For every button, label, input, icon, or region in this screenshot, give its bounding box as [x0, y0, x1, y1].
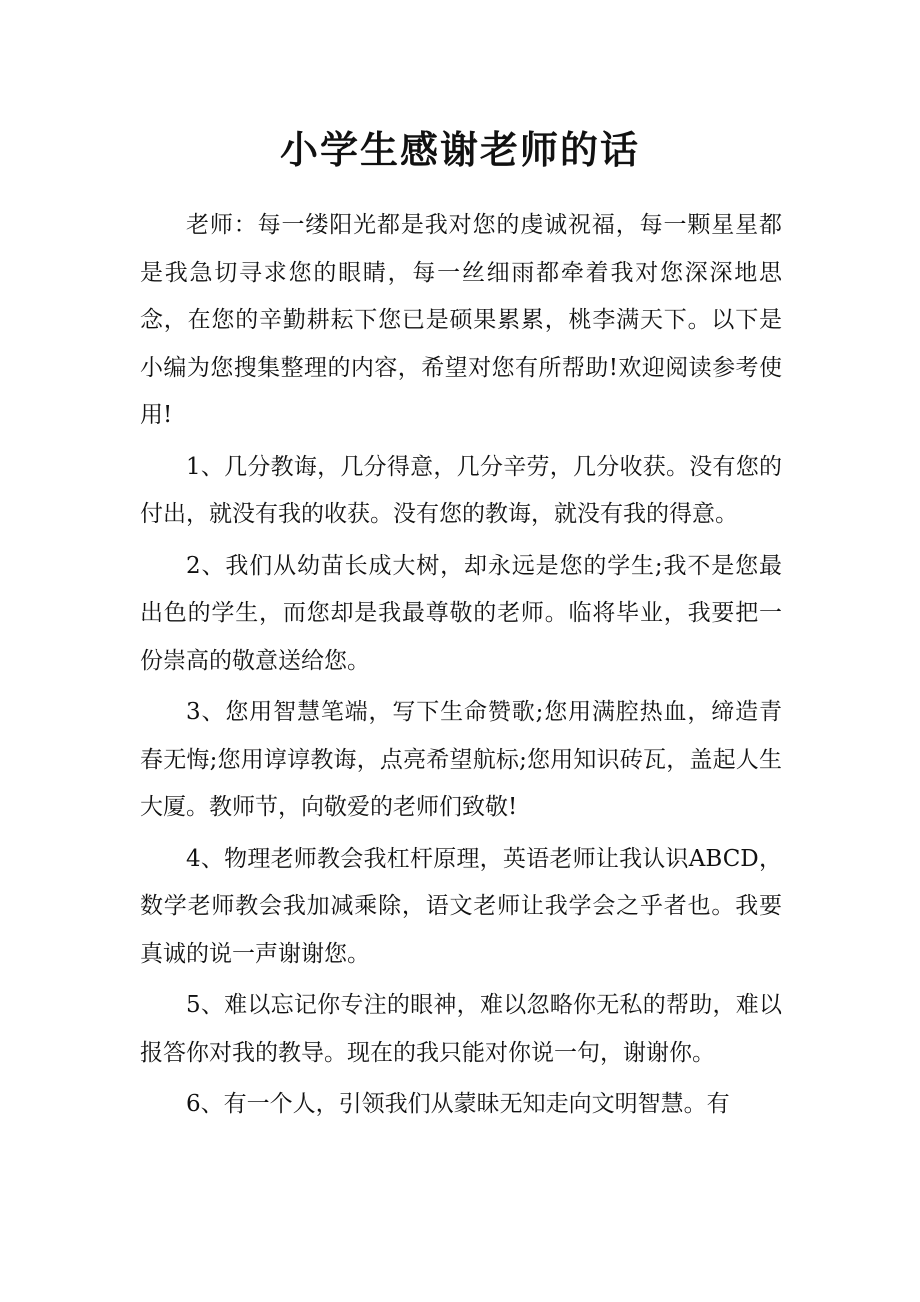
page-title: 小学生感谢老师的话: [279, 127, 640, 172]
list-item-3: 3、您用智慧笔端，写下生命赞歌;您用满腔热血，缔造青春无悔;您用谆谆教诲，点亮希望航标;您用知识砖瓦，盖起人生大厦。教师节，向敬爱的老师们致敬!: [140, 699, 782, 820]
list-item-6: 6、有一个人，引领我们从蒙昧无知走向文明智慧。有: [186, 1091, 730, 1117]
list-item-5: 5、难以忘记你专注的眼神，难以忽略你无私的帮助，难以报答你对我的教导。现在的我只能对你说一句，谢谢你。: [140, 992, 782, 1066]
list-item-4: 4、物理老师教会我杠杆原理，英语老师让我认识ABCD，数学老师教会我加减乘除，语文老师让我学会之乎者也。我要真诚的说一声谢谢您。: [140, 845, 782, 967]
list-item-1: 1、几分教诲，几分得意，几分辛劳，几分收获。没有您的付出，就没有我的收获。没有您的教诲，就没有我的得意。: [140, 453, 782, 527]
document-body: [140, 202, 782, 1133]
list-item-2: 2、我们从幼苗长成大树，却永远是您的学生;我不是您最出色的学生，而您却是我最尊敬的老师。临将毕业，我要把一份崇高的敬意送给您。: [140, 552, 782, 674]
intro-paragraph: 老师：每一缕阳光都是我对您的虔诚祝福，每一颗星星都是我急切寻求您的眼睛，每一丝细雨都牵着我对您深深地思念，在您的辛勤耕耘下您已是硕果累累，桃李满天下。以下是小编为您搜集整理的内容，希望对您有所帮助!欢迎阅读参考使用!: [140, 212, 782, 428]
